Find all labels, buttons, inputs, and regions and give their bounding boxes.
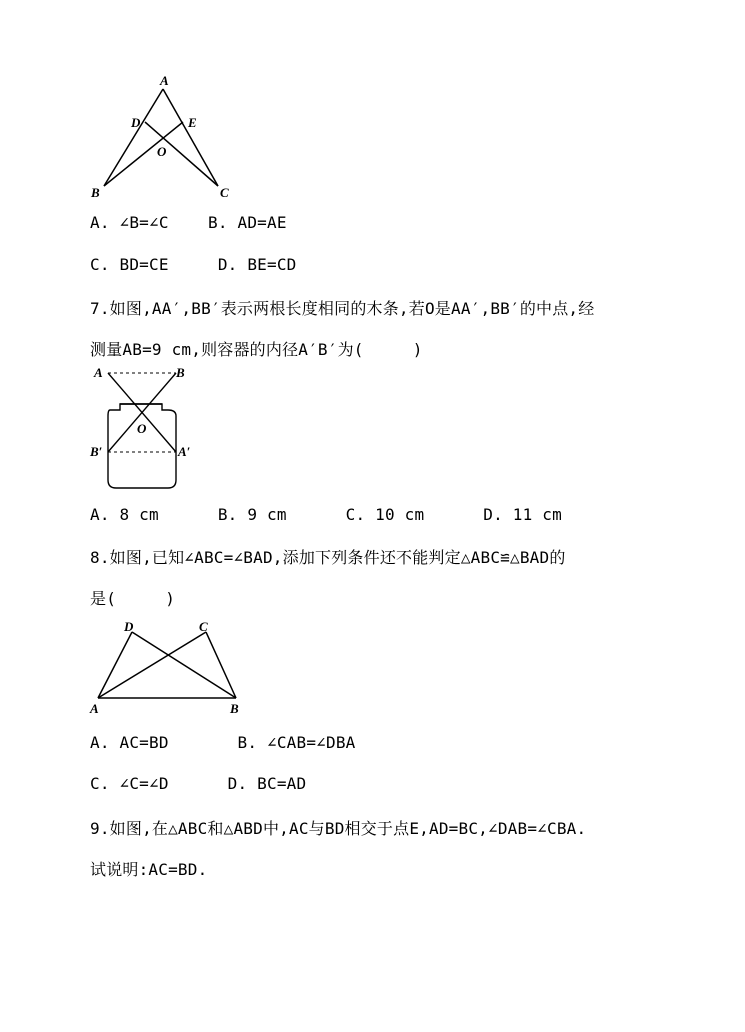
figure-q6 [0, 0, 745, 210]
label-B: B [91, 185, 100, 200]
label-B: B [176, 365, 185, 380]
label-Bprime: B′ [90, 444, 103, 459]
q9-stem-line2: 试说明:AC=BD. [90, 860, 208, 879]
label-D: D [131, 115, 141, 130]
container-outline [108, 404, 176, 488]
q8-stem-line1: 8.如图,已知∠ABC=∠BAD,添加下列条件还不能判定△ABC≌△BAD的 [90, 548, 566, 567]
q7-stem-line2: 测量AB=9 cm,则容器的内径A′B′为( ) [90, 340, 423, 359]
q9-stem-line1: 9.如图,在△ABC和△ABD中,AC与BD相交于点E,AD=BC,∠DAB=∠CBA. [90, 819, 587, 838]
label-D: D [124, 619, 134, 634]
q7-options: A. 8 cm B. 9 cm C. 10 cm D. 11 cm [90, 505, 562, 524]
segment-CD [145, 122, 218, 186]
segment-AB [104, 89, 163, 186]
label-Aprime: A′ [178, 444, 191, 459]
label-C: C [220, 185, 229, 200]
q6-options-row1: A. ∠B=∠C B. AD=AE [90, 213, 287, 232]
label-O: O [137, 421, 147, 436]
label-C: C [199, 619, 208, 634]
label-O: O [157, 144, 167, 159]
q7-stem-line1: 7.如图,AA′,BB′表示两根长度相同的木条,若O是AA′,BB′的中点,经 [90, 299, 595, 318]
q8-stem-line2: 是( ) [90, 589, 176, 608]
q8-options-row1: A. AC=BD B. ∠CAB=∠DBA [90, 733, 356, 752]
figure-q7 [0, 360, 745, 490]
segment-AC [163, 89, 218, 186]
label-A: A [94, 365, 103, 380]
label-A: A [90, 701, 99, 716]
q8-options-row2: C. ∠C=∠D D. BC=AD [90, 774, 307, 793]
label-E: E [188, 115, 197, 130]
q6-options-row2: C. BD=CE D. BE=CD [90, 255, 297, 274]
label-A: A [160, 73, 169, 88]
segment-BE [104, 122, 183, 186]
label-B: B [230, 701, 239, 716]
figure-q8 [0, 610, 745, 720]
